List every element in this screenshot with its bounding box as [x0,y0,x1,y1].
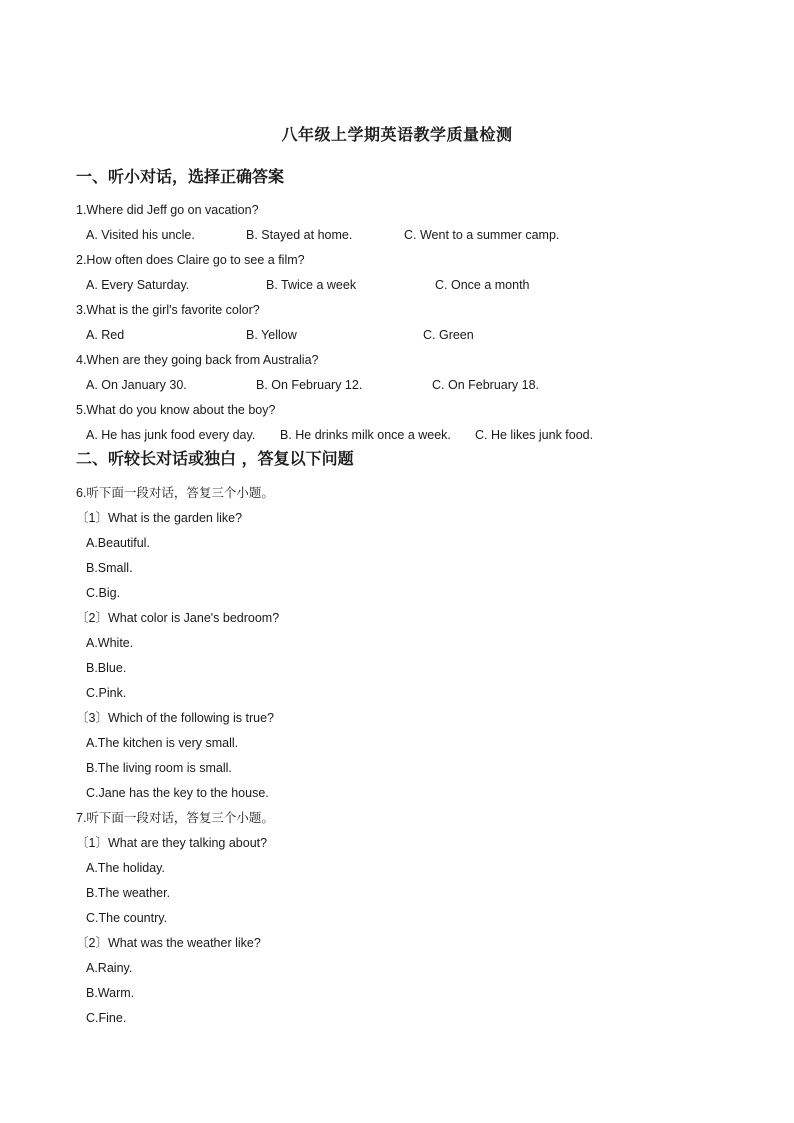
section-2-heading: 二、听较长对话或独白 ，答复以下问题 [76,449,354,468]
question-4: 4.When are they going back from Australia? [76,353,319,367]
option-a: A.The kitchen is very small. [86,736,239,750]
option-b: B.Blue. [86,661,127,675]
option-a: A.The holiday. [86,861,165,875]
question-6-2: 〔2〕What color is Jane's bedroom? [76,611,280,625]
option-c: C.Big. [86,586,121,600]
question-7-2: 〔2〕What was the weather like? [76,936,261,950]
option-a: A. Red [86,328,125,342]
option-b: B.Warm. [86,986,135,1000]
option-b: B. On February 12. [256,378,363,392]
option-b: B. Twice a week [266,278,357,292]
option-c: C.Pink. [86,686,127,700]
question-4-options [76,377,756,402]
section-1-heading: 一、听小对话，选择正确答案 [76,167,285,186]
option-c: C. Green [423,328,474,342]
option-b: B. He drinks milk once a week. [280,428,451,442]
option-b: B.The weather. [86,886,171,900]
option-b: B. Yellow [246,328,297,342]
option-a: A. Visited his uncle. [86,228,195,242]
question-1-options [76,227,756,252]
option-c: C.Fine. [86,1011,127,1025]
question-3-options [76,327,756,352]
question-3: 3.What is the girl's favorite color? [76,303,260,317]
question-7-intro: 7.听下面一段对话，答复三个小题。 [76,811,274,825]
option-a: A.Beautiful. [86,536,150,550]
option-a: A. He has junk food every day. [86,428,256,442]
option-c: C. Once a month [435,278,530,292]
question-5: 5.What do you know about the boy? [76,403,276,417]
question-6-3: 〔3〕Which of the following is true? [76,711,275,725]
option-a: A.Rainy. [86,961,133,975]
question-1: 1.Where did Jeff go on vacation? [76,203,259,217]
option-a: A.White. [86,636,134,650]
option-c: C. Went to a summer camp. [404,228,560,242]
option-a: A. On January 30. [86,378,187,392]
option-c: C.The country. [86,911,168,925]
option-b: B. Stayed at home. [246,228,353,242]
option-c: C. On February 18. [432,378,539,392]
section-1-questions [76,202,756,452]
option-c: C.Jane has the key to the house. [86,786,269,800]
option-c: C. He likes junk food. [475,428,594,442]
section-2-questions [76,485,756,1035]
question-2-options [76,277,756,302]
question-6-intro: 6.听下面一段对话，答复三个小题。 [76,486,274,500]
option-b: B.Small. [86,561,133,575]
option-b: B.The living room is small. [86,761,232,775]
page-title: 八年级上学期英语教学质量检测 [281,125,513,144]
question-7-1: 〔1〕What are they talking about? [76,836,268,850]
question-6-1: 〔1〕What is the garden like? [76,511,243,525]
option-a: A. Every Saturday. [86,278,190,292]
question-2: 2.How often does Claire go to see a film? [76,253,305,267]
